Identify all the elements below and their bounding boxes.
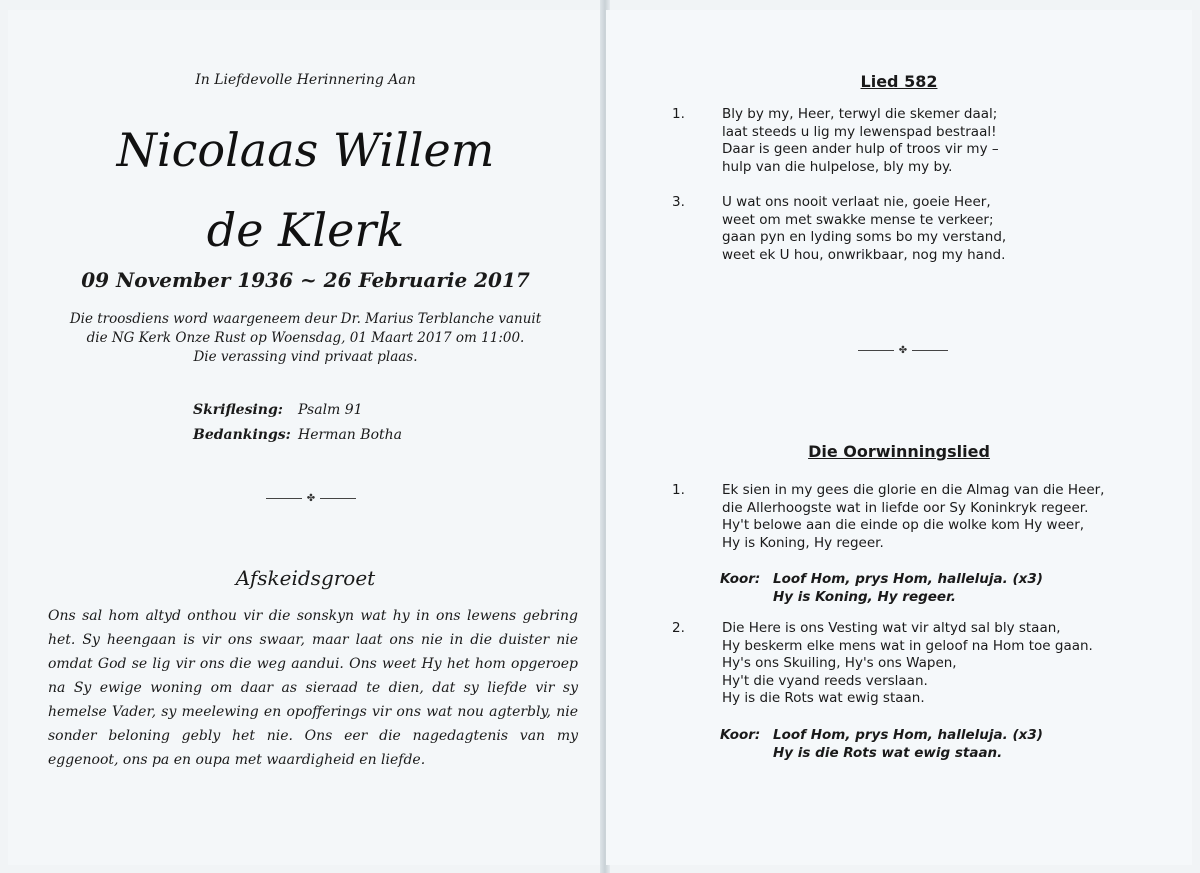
knot-icon: ✤ — [894, 346, 912, 356]
verse-lines — [722, 482, 1162, 552]
hymn-1-title: Lied 582 — [860, 72, 938, 91]
program-label: Bedankings: — [193, 427, 291, 443]
life-dates: 09 November 1936 ~ 26 Februarie 2017 — [81, 268, 530, 292]
chorus-label: Koor: — [720, 571, 761, 587]
verse-line: Hy beskerm elke mens wat in geloof na Hom toe gaan. — [722, 637, 1093, 654]
intro-line: In Liefdevolle Herinnering Aan — [195, 72, 416, 88]
verse-lines — [722, 620, 1162, 708]
program-value: Herman Botha — [298, 427, 402, 443]
ornament-divider — [858, 346, 948, 356]
verse-line: Hy's ons Skuiling, Hy's ons Wapen, — [722, 655, 957, 671]
chorus-line: Hy is die Rots wat ewig staan. — [773, 745, 1003, 761]
right-page — [606, 10, 1192, 865]
hymn-2-title: Die Oorwinningslied — [808, 442, 990, 461]
verse-line: Die Here is ons Vesting wat vir altyd sal bly staan, — [722, 620, 1061, 636]
program-item — [193, 423, 402, 448]
verse-line: Hy is die Rots wat ewig staan. — [722, 690, 925, 706]
program-list — [193, 398, 402, 448]
verse-line: U wat ons nooit verlaat nie, goeie Heer, — [722, 194, 991, 210]
service-line-2: die NG Kerk Onze Rust op Woensdag, 01 Maart 2017 om 11:00. — [86, 330, 525, 346]
verse-lines — [722, 106, 1162, 176]
verse-number: 3. — [672, 194, 685, 210]
verse-number: 2. — [672, 620, 685, 636]
chorus-line: Loof Hom, prys Hom, halleluja. (x3) — [773, 571, 1043, 587]
name-line-2: de Klerk — [206, 203, 405, 257]
verse-line: Bly by my, Heer, terwyl die skemer daal; — [722, 106, 998, 122]
verse-line: Daar is geen ander hulp of troos vir my – — [722, 141, 999, 157]
chorus-line: Loof Hom, prys Hom, halleluja. (x3) — [773, 727, 1043, 743]
verse-line: die Allerhoogste wat in liefde oor Sy Koninkryk regeer. — [722, 499, 1089, 516]
verse-lines — [722, 194, 1162, 264]
verse-number: 1. — [672, 482, 685, 498]
verse-number: 1. — [672, 106, 685, 122]
service-line-1: Die troosdiens word waargeneem deur Dr. Marius Terblanche vanuit — [69, 311, 542, 327]
chorus-line: Hy is Koning, Hy regeer. — [773, 589, 956, 605]
chorus — [720, 726, 1043, 762]
service-line-3: Die verassing vind privaat plaas. — [193, 349, 418, 365]
verse-line: hulp van die hulpelose, bly my by. — [722, 158, 953, 175]
verse-line: Hy't die vyand reeds verslaan. — [722, 672, 928, 689]
program-value: Psalm 91 — [298, 402, 363, 418]
left-page — [8, 10, 603, 865]
program-label: Skriflesing: — [193, 402, 283, 418]
verse-line: weet ek U hou, onwrikbaar, nog my hand. — [722, 246, 1006, 263]
knot-icon: ✤ — [302, 494, 320, 504]
verse-line: gaan pyn en lyding soms bo my verstand, — [722, 229, 1007, 245]
farewell-title: Afskeidsgroet — [235, 566, 376, 590]
chorus — [720, 570, 1043, 606]
verse-line: Ek sien in my gees die glorie en die Almag van die Heer, — [722, 482, 1105, 498]
chorus-label: Koor: — [720, 727, 761, 743]
verse-line: Hy is Koning, Hy regeer. — [722, 534, 884, 551]
verse-line: laat steeds u lig my lewenspad bestraal! — [722, 123, 997, 140]
deceased-name — [8, 110, 603, 270]
program-item — [193, 398, 402, 423]
verse-line: Hy't belowe aan die einde op die wolke kom Hy weer, — [722, 517, 1085, 533]
verse-line: weet om met swakke mense te verkeer; — [722, 211, 994, 228]
ornament-divider — [266, 494, 356, 504]
farewell-text: Ons sal hom altyd onthou vir die sonskyn wat hy in ons lewens gebring het. Sy heengaan is vir ons swaar, maar laat ons nie in die duister nie omdat God se lig vir ons die weg aandui. Ons weet Hy het hom opgeroep na Sy ewige woning om daar as sieraad te dien, dat sy liefde vir sy hemelse Vader, sy meelewing en opofferings vir ons wat nou agterbly, nie sonder beloning gebly het nie. Ons eer die nagedagtenis van my eggenoot, ons pa en oupa met waardigheid en liefde. — [48, 608, 578, 768]
service-details — [8, 310, 603, 367]
name-line-1: Nicolaas Willem — [116, 123, 495, 177]
